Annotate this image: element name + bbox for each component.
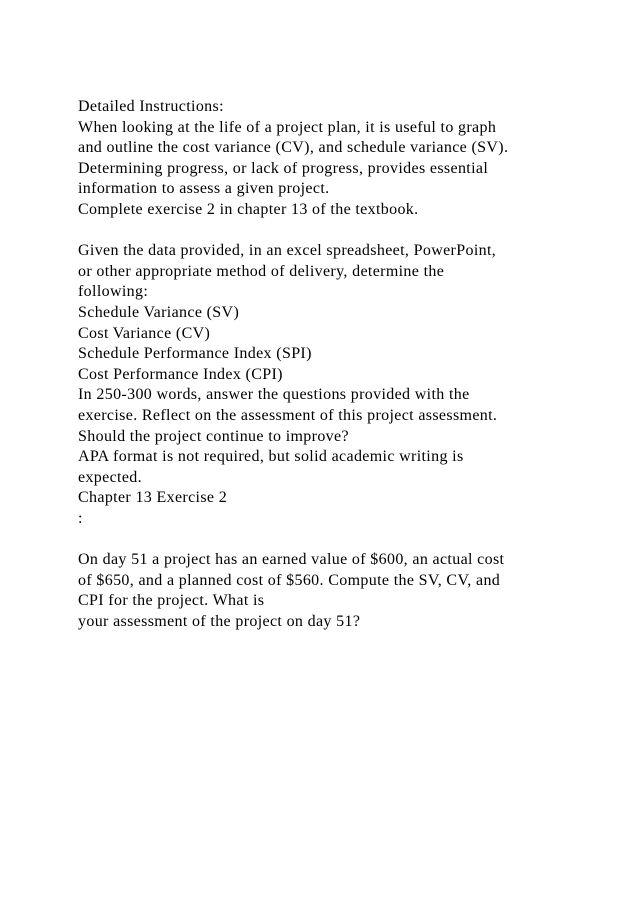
text-line: exercise. Reflect on the assessment of this project assessment. [78,406,498,424]
document-body [78,97,608,632]
text-line: Given the data provided, in an excel spreadsheet, PowerPoint, [78,242,497,260]
text-line: information to assess a given project. [78,180,330,198]
exercise-text-line: On day 51 a project has an earned value of $600, an actual cost [78,551,505,569]
text-line: Complete exercise 2 in chapter 13 of the textbook. [78,200,419,218]
text-line: and outline the cost variance (CV), and schedule variance (SV). [78,139,509,157]
text-line: or other appropriate method of delivery, determine the [78,262,445,280]
text-line: expected. [78,468,143,486]
text-line: When looking at the life of a project plan, it is useful to graph [78,118,497,136]
exercise-text-line: your assessment of the project on day 51? [78,612,361,630]
exercise-text-line: CPI for the project. What is [78,592,265,610]
list-item-spi: Schedule Performance Index (SPI) [78,345,312,363]
paragraph-spacer [78,221,608,242]
text-line: APA format is not required, but solid academic writing is [78,448,464,466]
list-item-cpi: Cost Performance Index (CPI) [78,365,283,383]
text-line: : [78,509,83,527]
list-item-sv: Schedule Variance (SV) [78,303,240,321]
list-item-cv: Cost Variance (CV) [78,324,211,342]
text-line: following: [78,283,149,301]
exercise-text-line: of $650, and a planned cost of $560. Compute the SV, CV, and [78,571,501,589]
text-line: In 250-300 words, answer the questions provided with the [78,386,470,404]
text-line: Should the project continue to improve? [78,427,349,445]
heading-detailed-instructions: Detailed Instructions: [78,98,224,115]
chapter-exercise-title: Chapter 13 Exercise 2 [78,489,228,507]
text-line: Determining progress, or lack of progress, provides essential [78,159,489,177]
paragraph-spacer [78,529,608,550]
